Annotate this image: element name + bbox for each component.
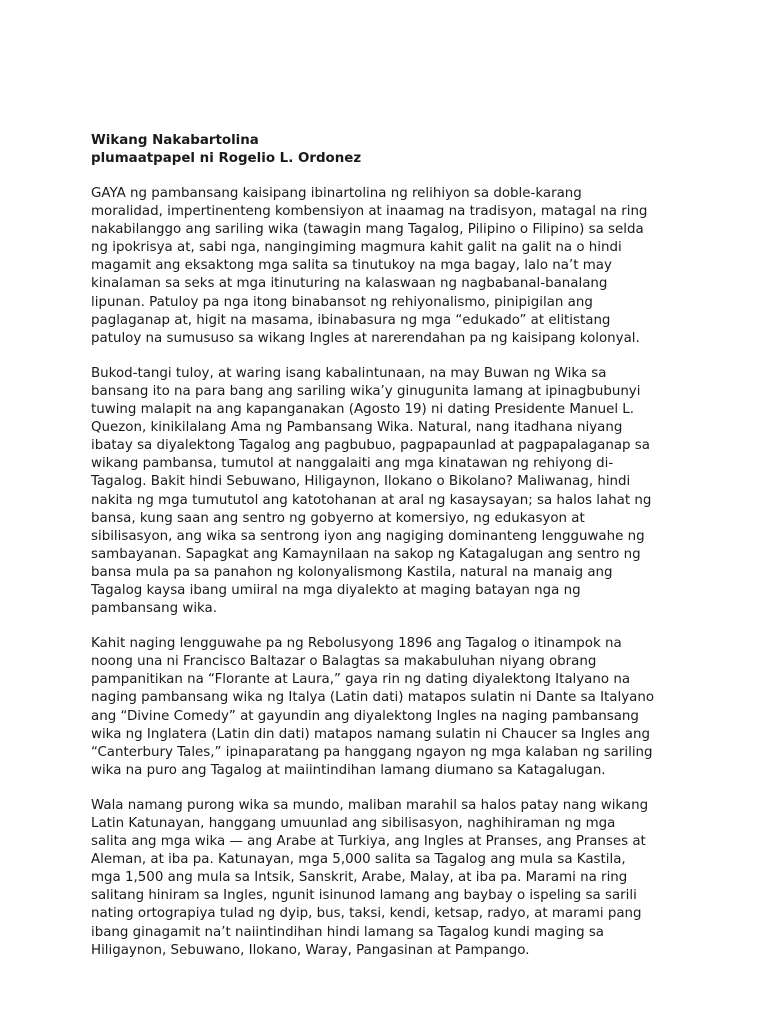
paragraph-line: salita ang mga wika — ang Arabe at Turkiya, ang Ingles at Pranses, ang Pranses at <box>91 834 646 850</box>
paragraph-line: ang “Divine Comedy” at gayundin ang diyalektong Ingles na naging pambansang <box>91 708 639 724</box>
article-header <box>91 132 691 168</box>
paragraph-line: pampanitikan na “Florante at Laura,” gaya rin ng dating diyalektong Italyano na <box>91 672 631 688</box>
paragraph-line: Bukod-tangi tuloy, at waring isang kabalintunaan, na may Buwan ng Wika sa <box>91 365 607 381</box>
paragraph-line: Latin Katunayan, hanggang umuunlad ang sibilisasyon, naghihiraman ng mga <box>91 816 616 831</box>
paragraph-line: GAYA ng pambansang kaisipang ibinartolina ng relihiyon sa doble-karang <box>91 186 582 201</box>
article-title: Wikang Nakabartolina <box>91 133 259 148</box>
paragraph-line: noong una ni Francisco Baltazar o Balagtas sa makabuluhan niyang obrang <box>91 654 597 670</box>
paragraph-line: magamit ang eksaktong mga salita sa tinutukoy na mga bagay, lalo na’t may <box>91 258 612 274</box>
paragraph-line: bansang ito na para bang ang sariling wika’y ginugunita lamang at ipinagbubunyi <box>91 383 641 399</box>
paragraph-line: “Canterbury Tales,” ipinaparatang pa hanggang ngayon ng mga kalaban ng sariling <box>91 744 653 760</box>
paragraph-line: patuloy na sumususo sa wikang Ingles at narerendahan pa ng kaisipang kolonyal. <box>91 330 640 346</box>
paragraph-line: mga 1,500 ang mula sa Intsik, Sanskrit, Arabe, Malay, at iba pa. Marami na ring <box>91 870 628 886</box>
paragraph-line: Tagalog kaysa ibang umiiral na mga diyalekto at maging batayan nga ng <box>91 582 581 598</box>
paragraph-line: bansa, kung saan ang sentro ng gobyerno at komersiyo, ng edukasyon at <box>91 510 585 526</box>
paragraph-line: Quezon, kinikilalang Ama ng Pambansang Wika. Natural, nang itadhana niyang <box>91 420 623 436</box>
paragraph-line: ng ipokrisya at, sabi nga, nangingiming magmura kahit galit na galit na o hindi <box>91 240 622 256</box>
paragraph-line: nakabilanggo ang sariling wika (tawagin mang Tagalog, Pilipino o Filipino) sa selda <box>91 222 644 238</box>
paragraph-line: nakita ng mga tumututol ang katotohanan at aral ng kasaysayan; sa halos lahat ng <box>91 492 652 508</box>
paragraph <box>91 635 691 780</box>
paragraph-line: Tagalog. Bakit hindi Sebuwano, Hiligaynon, Ilokano o Bikolano? Maliwanag, hindi <box>91 474 631 490</box>
paragraph-line: Aleman, at iba pa. Katunayan, mga 5,000 salita sa Tagalog ang mula sa Kastila, <box>91 852 626 868</box>
paragraph-line: Kahit naging lengguwahe pa ng Rebolusyong 1896 ang Tagalog o itinampok na <box>91 636 622 652</box>
paragraph-line: wikang pambansa, tumutol at nanggalaiti ang mga kinatawan ng rehiyong di- <box>91 456 614 472</box>
paragraph-line: salitang hiniram sa Ingles, ngunit isinunod lamang ang baybay o ispeling sa sarili <box>91 888 637 904</box>
paragraph-line: sibilisasyon, ang wika sa sentrong iyon ang nagiging dominanteng lengguwahe ng <box>91 528 645 544</box>
paragraph-line: sambayanan. Sapagkat ang Kamaynilaan na sakop ng Katagalugan ang sentro ng <box>91 546 641 562</box>
paragraph-line: tuwing malapit na ang kapanganakan (Agosto 19) ni dating Presidente Manuel L. <box>91 402 635 418</box>
paragraph-line: nating ortograpiya tulad ng dyip, bus, taksi, kendi, ketsap, radyo, at marami pang <box>91 906 642 922</box>
paragraph-line: moralidad, impertinenteng kombensiyon at inaamag na tradisyon, matagal na ring <box>91 204 648 220</box>
paragraph-line: bansa mula pa sa panahon ng kolonyalismong Kastila, natural na manaig ang <box>91 564 613 580</box>
paragraph-line: Wala namang purong wika sa mundo, maliban marahil sa halos patay nang wikang <box>91 797 649 813</box>
paragraph <box>91 365 691 618</box>
document-page <box>91 132 691 977</box>
paragraph-line: wika ng Inglatera (Latin din dati) matapos namang sulatin ni Chaucer sa Ingles ang <box>91 726 650 742</box>
paragraph-line: lipunan. Patuloy pa nga itong binabansot ng rehiyonalismo, pinipigilan ang <box>91 294 593 310</box>
paragraph-line: pambansang wika. <box>91 601 218 617</box>
paragraph-line: paglaganap at, higit na masama, ibinabasura ng mga “edukado” at elitistang <box>91 312 611 328</box>
article-body <box>91 185 691 960</box>
paragraph-line: ibatay sa diyalektong Tagalog ang pagbubuo, pagpapaunlad at pagpapalaganap sa <box>91 438 650 454</box>
paragraph <box>91 797 691 960</box>
paragraph-line: ibang ginagamit na’t naiintindihan hindi lamang sa Tagalog kundi maging sa <box>91 924 605 940</box>
article-byline: plumaatpapel ni Rogelio L. Ordonez <box>91 151 362 166</box>
paragraph <box>91 185 691 348</box>
paragraph-line: wika na puro ang Tagalog at maiintindihan lamang diumano sa Katagalugan. <box>91 762 606 778</box>
paragraph-line: kinalaman sa seks at mga itinuturing na kalaswaan ng nagbabanal-banalang <box>91 276 608 292</box>
paragraph-line: Hiligaynon, Sebuwano, Ilokano, Waray, Pangasinan at Pampango. <box>91 942 530 958</box>
paragraph-line: naging pambansang wika ng Italya (Latin dati) matapos sulatin ni Dante sa Italyano <box>91 690 655 706</box>
